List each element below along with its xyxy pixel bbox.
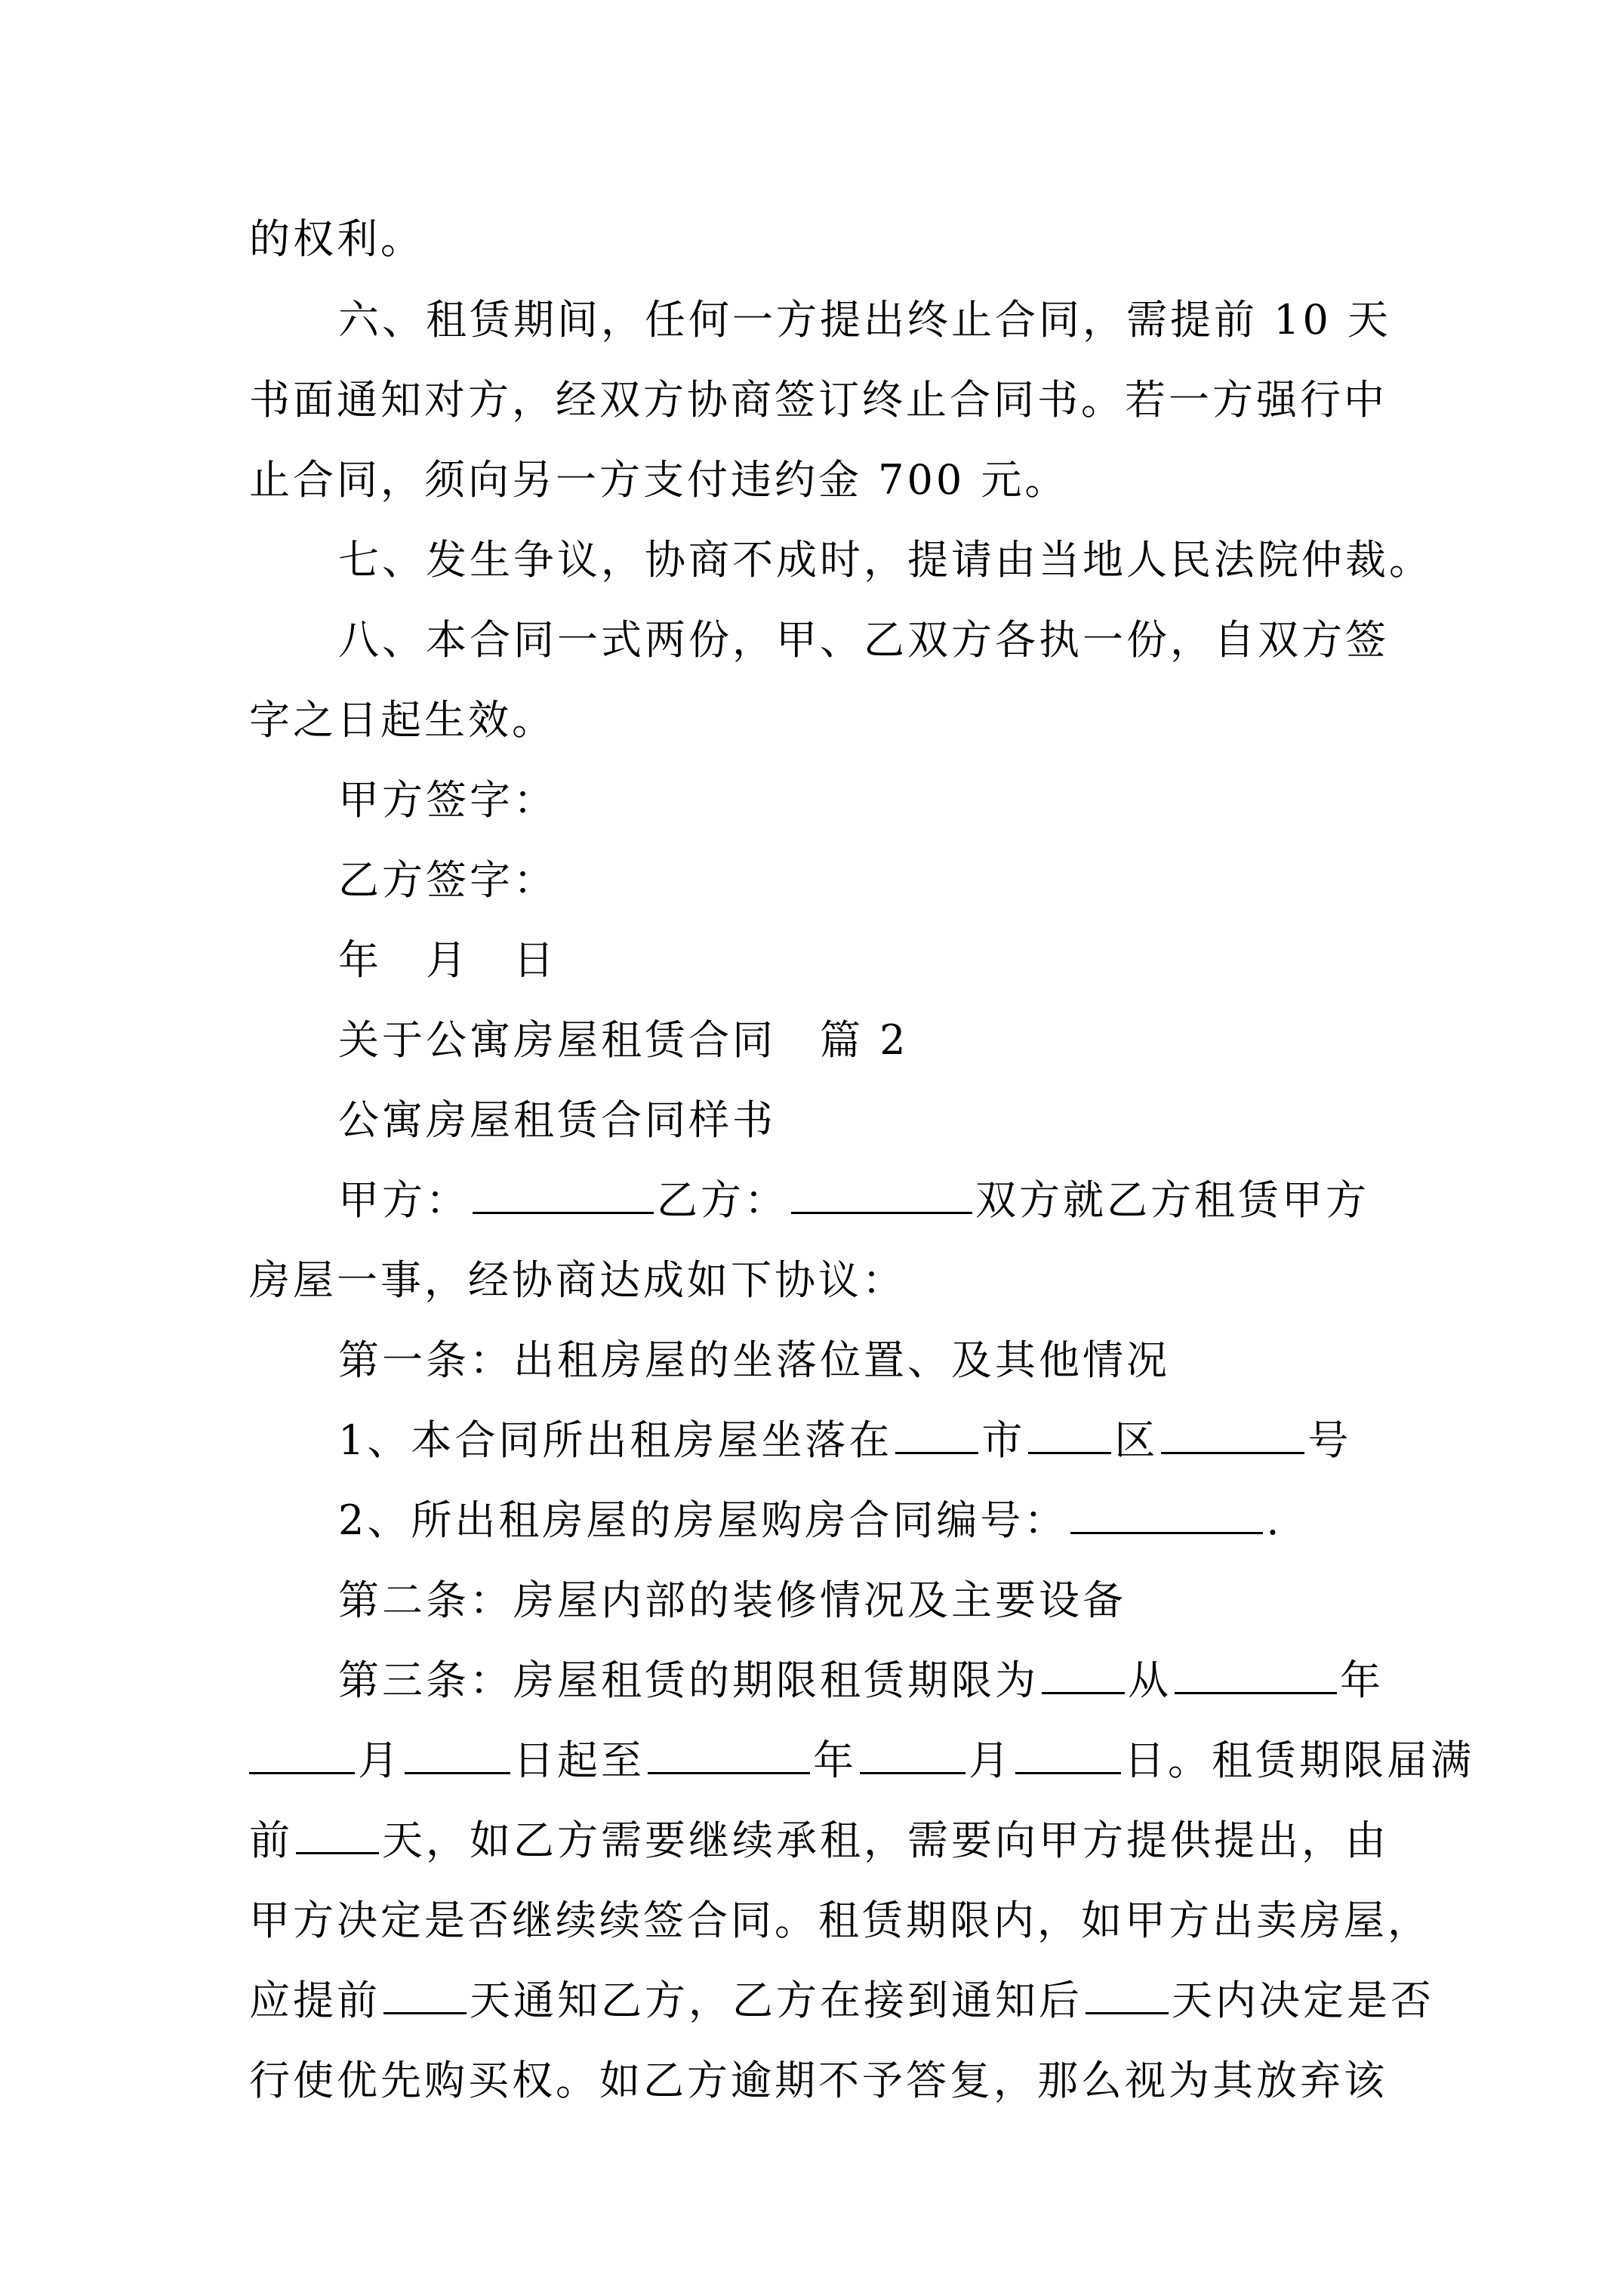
clause-6-line-2 bbox=[249, 361, 1387, 439]
blank-field bbox=[648, 1728, 810, 1774]
line-text: 第二条：房屋内部的装修情况及主要设备 bbox=[338, 1576, 1126, 1624]
blank-field bbox=[1028, 1408, 1111, 1454]
blank-field bbox=[383, 1968, 467, 2014]
line-text: 天内决定是否 bbox=[1172, 1977, 1434, 2024]
line-text: 房屋一事，经协商达成如下协议： bbox=[249, 1256, 906, 1304]
line-text: 2、所出租房屋的房屋购房合同编号： bbox=[338, 1496, 1068, 1544]
clause-7-line bbox=[338, 521, 1471, 599]
line-text: 从 bbox=[1128, 1657, 1172, 1704]
line-text: 甲方： bbox=[338, 1176, 470, 1224]
line-text: 乙方签字： bbox=[338, 856, 557, 904]
blank-field bbox=[473, 1168, 654, 1214]
blank-field bbox=[405, 1728, 510, 1774]
article-3-line-6 bbox=[249, 2042, 1387, 2120]
article-2-heading bbox=[338, 1561, 1471, 1640]
line-text: 书面通知对方，经双方协商签订终止合同书。若一方强行中 bbox=[249, 376, 1387, 424]
party-b-signature bbox=[338, 841, 1471, 920]
blank-field bbox=[1086, 1968, 1169, 2014]
line-text: 双方就乙方租赁甲方 bbox=[975, 1176, 1369, 1224]
parties-line-2 bbox=[249, 1241, 1381, 1320]
clause-6-line-3 bbox=[249, 441, 1381, 519]
line-text: 前 bbox=[249, 1817, 293, 1864]
line-text: 1、本合同所出租房屋坐落在 bbox=[338, 1416, 893, 1464]
blank-field bbox=[895, 1408, 978, 1454]
line-text: 天，如乙方需要继续承租，需要向甲方提供提出，由 bbox=[382, 1817, 1389, 1864]
line-text: 甲方签字： bbox=[338, 776, 557, 824]
line-text: 月 bbox=[358, 1737, 402, 1784]
line-text: 八、本合同一式两份，甲、乙双方各执一份，自双方签 bbox=[338, 616, 1389, 664]
article-1-heading bbox=[338, 1321, 1471, 1400]
line-text: 的权利。 bbox=[249, 215, 424, 263]
line-text: 行使优先购买权。如乙方逾期不予答复，那么视为其放弃该 bbox=[249, 2057, 1387, 2104]
blank-field bbox=[860, 1728, 965, 1774]
blank-field bbox=[1042, 1648, 1125, 1694]
article-1-item-2 bbox=[338, 1481, 1471, 1560]
line-text: 区 bbox=[1114, 1416, 1159, 1464]
blank-field bbox=[1175, 1648, 1337, 1694]
article-3-line-4 bbox=[249, 1881, 1431, 1960]
line-text: 月 bbox=[969, 1737, 1012, 1784]
line-text: 号 bbox=[1307, 1416, 1352, 1464]
section-heading bbox=[338, 1001, 1471, 1080]
line-text: 第三条：房屋租赁的期限租赁期限为 bbox=[338, 1657, 1039, 1704]
line-text: 应提前 bbox=[249, 1977, 380, 2024]
article-3-line-2 bbox=[249, 1721, 1474, 1800]
line-text: 年 bbox=[813, 1737, 857, 1784]
article-1-item-1 bbox=[338, 1401, 1471, 1480]
line-text: 六、租赁期间，任何一方提出终止合同，需提前 10 天 bbox=[338, 296, 1392, 344]
line-text: 第一条：出租房屋的坐落位置、及其他情况 bbox=[338, 1336, 1170, 1384]
line-text: 天通知乙方，乙方在接到通知后 bbox=[470, 1977, 1083, 2024]
line-text: 年 bbox=[1340, 1657, 1384, 1704]
signature-date bbox=[338, 921, 1471, 1000]
clause-8-line-1 bbox=[338, 601, 1471, 680]
text-line bbox=[249, 200, 1381, 279]
line-text: 字之日起生效。 bbox=[249, 696, 556, 744]
line-text: 乙方： bbox=[657, 1176, 788, 1224]
clause-6-line-1 bbox=[338, 281, 1392, 359]
blank-field bbox=[791, 1168, 972, 1214]
line-text: 公寓房屋租赁合同样书 bbox=[338, 1096, 776, 1144]
article-3-line-3 bbox=[249, 1801, 1389, 1880]
line-text: 止合同，须向另一方支付违约金 700 元。 bbox=[249, 456, 1069, 504]
line-text: 甲方决定是否继续续签合同。租赁期限内，如甲方出卖房屋， bbox=[249, 1897, 1431, 1944]
line-text: . bbox=[1266, 1496, 1283, 1544]
line-text: 市 bbox=[981, 1416, 1026, 1464]
party-a-signature bbox=[338, 761, 1471, 840]
article-3-line-1 bbox=[338, 1641, 1471, 1720]
line-text: 日。租赁期限届满 bbox=[1124, 1737, 1474, 1784]
line-text: 年 月 日 bbox=[338, 936, 557, 984]
line-text: 七、发生争议，协商不成时，提请由当地人民法院仲裁。 bbox=[338, 536, 1433, 584]
blank-field bbox=[1070, 1488, 1263, 1534]
blank-field bbox=[1015, 1728, 1121, 1774]
blank-field bbox=[1161, 1408, 1304, 1454]
parties-line bbox=[338, 1161, 1471, 1240]
blank-field bbox=[296, 1808, 379, 1854]
line-text: 日起至 bbox=[513, 1737, 645, 1784]
article-3-line-5 bbox=[249, 1962, 1434, 2040]
clause-8-line-2 bbox=[249, 681, 1381, 760]
contract-title bbox=[338, 1081, 1471, 1160]
blank-field bbox=[249, 1728, 355, 1774]
line-text: 关于公寓房屋租赁合同 篇 2 bbox=[338, 1016, 909, 1064]
